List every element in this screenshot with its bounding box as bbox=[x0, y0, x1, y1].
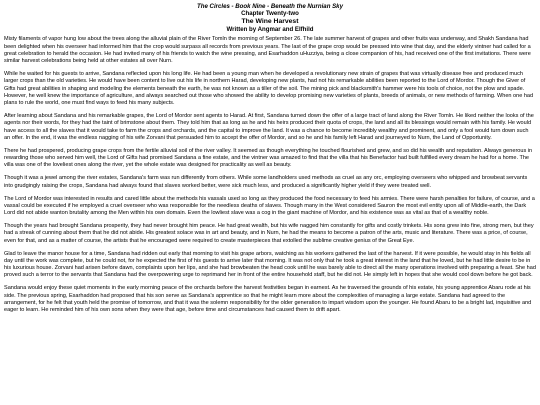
chapter-title: The Wine Harvest bbox=[241, 17, 299, 25]
story-paragraph: Misty filaments of vapor hung low about the trees along the alluvial plain of the River Tomln the morning of September 26. The late summer harvest of grapes and other fruits was underway, and Shakh Sandana had been delighted when his overseer had informed him that the crop would surpass all records from previous years. The last of the grape crop would be pressed into wine that day, and the elderly vintner had called for a great celebration to herald the occasion. He had invited many of his friends to watch the wine pressing, and Esarhaddon uHuzziya, being a close companion of his, had received one of the first invitations. There were similar harvest celebrations being held at other estates all over Nurn. bbox=[4, 36, 531, 65]
story-paragraph: After learning about Sandana and his remarkable grapes, the Lord of Mordor sent agents to Harad. At first, Sandana turned down the offer of a large tract of land along the River Tomln. He liked neither the looks of the agents nor their words, for they had the taint of brimstone about them. They told him that as long as he and his heirs produced their quota of crops, the land and all its blessings would remain with his family. He would have access to all the slaves that it would take to farm the crops and orchards, and the capital to improve the land. It was a chance to become incredibly wealthy and prominent, and only a fool would turn down such an offer. In the end, it was the endless nagging of his wife Zorvani that persuaded him to accept the offer of Mordor, and so he and his family left Harad and journeyed to Nurn, the Land of Opportunity. bbox=[4, 113, 534, 141]
author-byline: Written by Angmar and Elfhild bbox=[226, 25, 314, 33]
story-paragraph: Glad to leave the manor house for a time, Sandana had ridden out early that morning to visit his grape arbors, watching as his workers gathered the last of the harvest. If it were possible, he would stay in his fields all day until the work was complete, but he could not, for he expected the first of his guests to arrive later that morning. It was not only that he took a great interest in the land that he loved, but he had little desire to be in his luxurious house. Zorvani had arisen before dawn, complaints upon her lips, and she had browbeaten the head cook until he was barely able to direct all the many operations involved with preparing a feast. She had proved such a terror to the servants that Sandana had the overpowering urge to reprimand her in front of the entire household staff, but he did not. He simply left in hopes that she would cool down before he got back. bbox=[4, 250, 536, 279]
story-paragraph: Sandana would enjoy these quiet moments in the early morning peace of the orchards before the harvest festivities began in earnest. As he traversed the grounds of his estate, his young apprentice Abaru rode at his side. The previous spring, Esarhaddon had proposed that his son serve as Sandana's apprentice so that he might learn more about the complexities of managing a large estate. Sandana had agreed to the arrangement, for he felt that youth held the promise of tomorrow, and that it was the solemn responsibility for the older generation to impart wisdom upon the younger. He found Abaru to be a bright lad, inquisitive and eager to learn. He reminded him of his own sons when they were that age, before time and circumstances had caused them to drift apart. bbox=[4, 285, 532, 314]
chapter-number: Chapter Twenty-two bbox=[241, 10, 299, 18]
chapter-header bbox=[4, 3, 536, 33]
book-series-title: The Circles - Book Nine - Beneath the Nurnian Sky bbox=[197, 3, 343, 10]
story-paragraph: There he had prospered, producing grape crops from the fertile alluvial soil of the river valley. It seemed as though everything he touched flourished and grew, and so did his wealth and reputation. Always generous in rewarding those who served him well, the Lord of Gifts had promised Sandana a fine estate, and the vintner was amazed to find that the villa that his Benefactor had built fulfilled every dream he had for a home. The villa was one of the loveliest ones along the river, yet the whole estate was designed for practicality as well as beauty. bbox=[4, 147, 533, 169]
story-paragraph: Though the years had brought Sandana prosperity, they had never brought him peace. He had great wealth, but his wife nagged him constantly for gifts and costly trinkets. His sons grew into fine, strong men, but they had a streak of cunning about them that he did not abide. His greatest solace was in art and beauty, and in Nurn, he had the means to become a patron of the arts, music and literature. There was a price, of course, even for that, and as a matter of course, the artists that he encouraged were required to create masterpieces that extolled the sublime creative genius of the Great Eye. bbox=[4, 223, 534, 244]
story-paragraph: Though it was a jewel among the river estates, Sandana's farm was run differently from others. While some landholders used methods as cruel as any orc, employing overseers who whipped and browbeat servants into grudgingly raising the crops, Sandana had always found that slaves worked better, were sick much less, and produced a significantly higher yield if they were treated well. bbox=[4, 175, 528, 189]
story-body bbox=[4, 36, 536, 314]
story-paragraph: The Lord of Mordor was interested in results and cared little about the methods his vassals used so long as they produced the food necessary to feed his armies. There were harsh penalties for failure, of course, and a vassal could be executed if he employed a cruel overseer who was responsible for the needless deaths of slaves. Though many in the West considered Sauron the most evil entity upon all of Middle-earth, the Dark Lord did not abide wanton brutality among the Men within his own domain. Even the lowliest slave was a cog in the giant machine of Mordor, and his existence was as vital as that of a wealthy noble. bbox=[4, 195, 535, 217]
story-paragraph: While he waited for his guests to arrive, Sandana reflected upon his long life. He had been a young man when he developed a revolutionary new strain of grapes that was virtually disease free and produced much larger crops than the old varieties. He would have been content to live out his life in northern Harad, developing new plants, had not his remarkable abilities been reported to the Lord of Mordor. Though the Giver of Gifts had great abilities in shaping and modeling the elements beneath the earth, he was not known as a tiller of the soil. The mining pick and blacksmith's hammer were his tools of choice, not the plow and spade. However, he well knew the importance of agriculture, and always searched out those who showed the ability to develop promising new varieties of plants, breeds of animals, or new methods of farming. When one had plans to rule the world, one must find ways to feed his many subjects. bbox=[4, 71, 534, 107]
